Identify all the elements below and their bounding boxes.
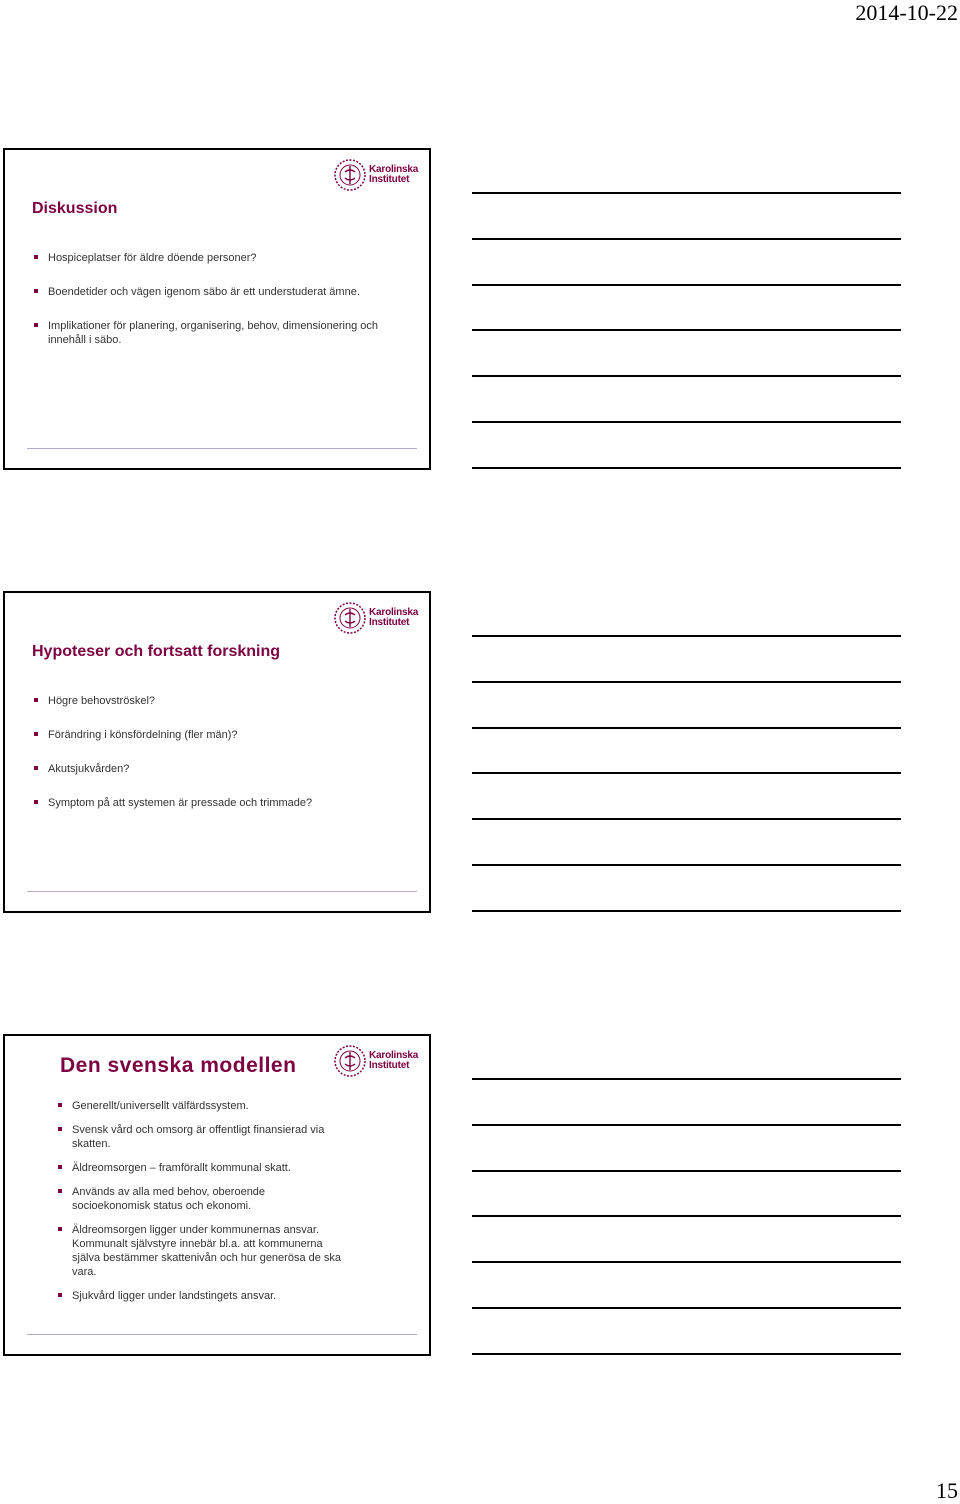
bullet-list [32,251,392,347]
logo-line1: Karolinska [369,607,419,618]
notes-line [472,1124,901,1126]
bullet-item: Implikationer för planering, organisering, behov, dimensionering och innehåll i säbo. [32,319,392,347]
notes-line [472,727,901,729]
bullet-list [56,1099,346,1303]
slide-hypoteser [3,591,431,913]
bullet-list [32,694,392,810]
bullet-item: Generellt/universellt välfärdssystem. [56,1099,346,1113]
notes-line [472,818,901,820]
slide-title: Diskussion [32,200,118,217]
notes-line [472,375,901,377]
page-number: 15 [936,1478,958,1503]
bullet-item: Äldreomsorgen – framförallt kommunal skatt. [56,1161,346,1175]
notes-line [472,1215,901,1217]
slide-title: Hypoteser och fortsatt forskning [32,643,281,660]
bullet-item: Hospiceplatser för äldre döende personer? [32,251,392,265]
slide-svenska-modellen [3,1034,431,1356]
logo-line1: Karolinska [369,1050,419,1061]
karolinska-logo [333,601,419,635]
notes-line [472,681,901,683]
seal-icon [333,1044,367,1078]
bullet-item: Akutsjukvården? [32,762,392,776]
slide-title: Den svenska modellen [60,1054,297,1077]
notes-line [472,284,901,286]
karolinska-logo [333,158,419,192]
bullet-item: Högre behovströskel? [32,694,392,708]
karolinska-logo [333,1044,419,1078]
bullet-item: Förändring i könsfördelning (fler män)? [32,728,392,742]
slide-footer-divider [27,1334,417,1335]
notes-line [472,238,901,240]
logo-line2: Institutet [369,174,410,185]
notes-line [472,1170,901,1172]
notes-line [472,910,901,912]
notes-line [472,635,901,637]
slide-footer-divider [27,448,417,449]
notes-line [472,864,901,866]
seal-icon [333,601,367,635]
logo-line1: Karolinska [369,164,419,175]
notes-line [472,467,901,469]
bullet-item: Sjukvård ligger under landstingets ansvar. [56,1289,346,1303]
notes-line [472,421,901,423]
notes-line [472,1353,901,1355]
bullet-item: Äldreomsorgen ligger under kommunernas ansvar. Kommunalt självstyre innebär bl.a. att kommunerna själva bestämmer skattenivån och hur generösa de ska vara. [56,1223,346,1279]
notes-line [472,1078,901,1080]
logo-line2: Institutet [369,1060,410,1071]
slide-footer-divider [27,891,417,892]
notes-line [472,329,901,331]
slide-diskussion [3,148,431,470]
notes-line [472,772,901,774]
notes-line [472,192,901,194]
notes-line [472,1261,901,1263]
notes-line [472,1307,901,1309]
bullet-item: Symptom på att systemen är pressade och trimmade? [32,796,392,810]
bullet-item: Boendetider och vägen igenom säbo är ett understuderat ämne. [32,285,392,299]
bullet-item: Svensk vård och omsorg är offentligt finansierad via skatten. [56,1123,346,1151]
logo-line2: Institutet [369,617,410,628]
bullet-item: Används av alla med behov, oberoende socioekonomisk status och ekonomi. [56,1185,346,1213]
seal-icon [333,158,367,192]
header-date: 2014-10-22 [855,0,958,25]
